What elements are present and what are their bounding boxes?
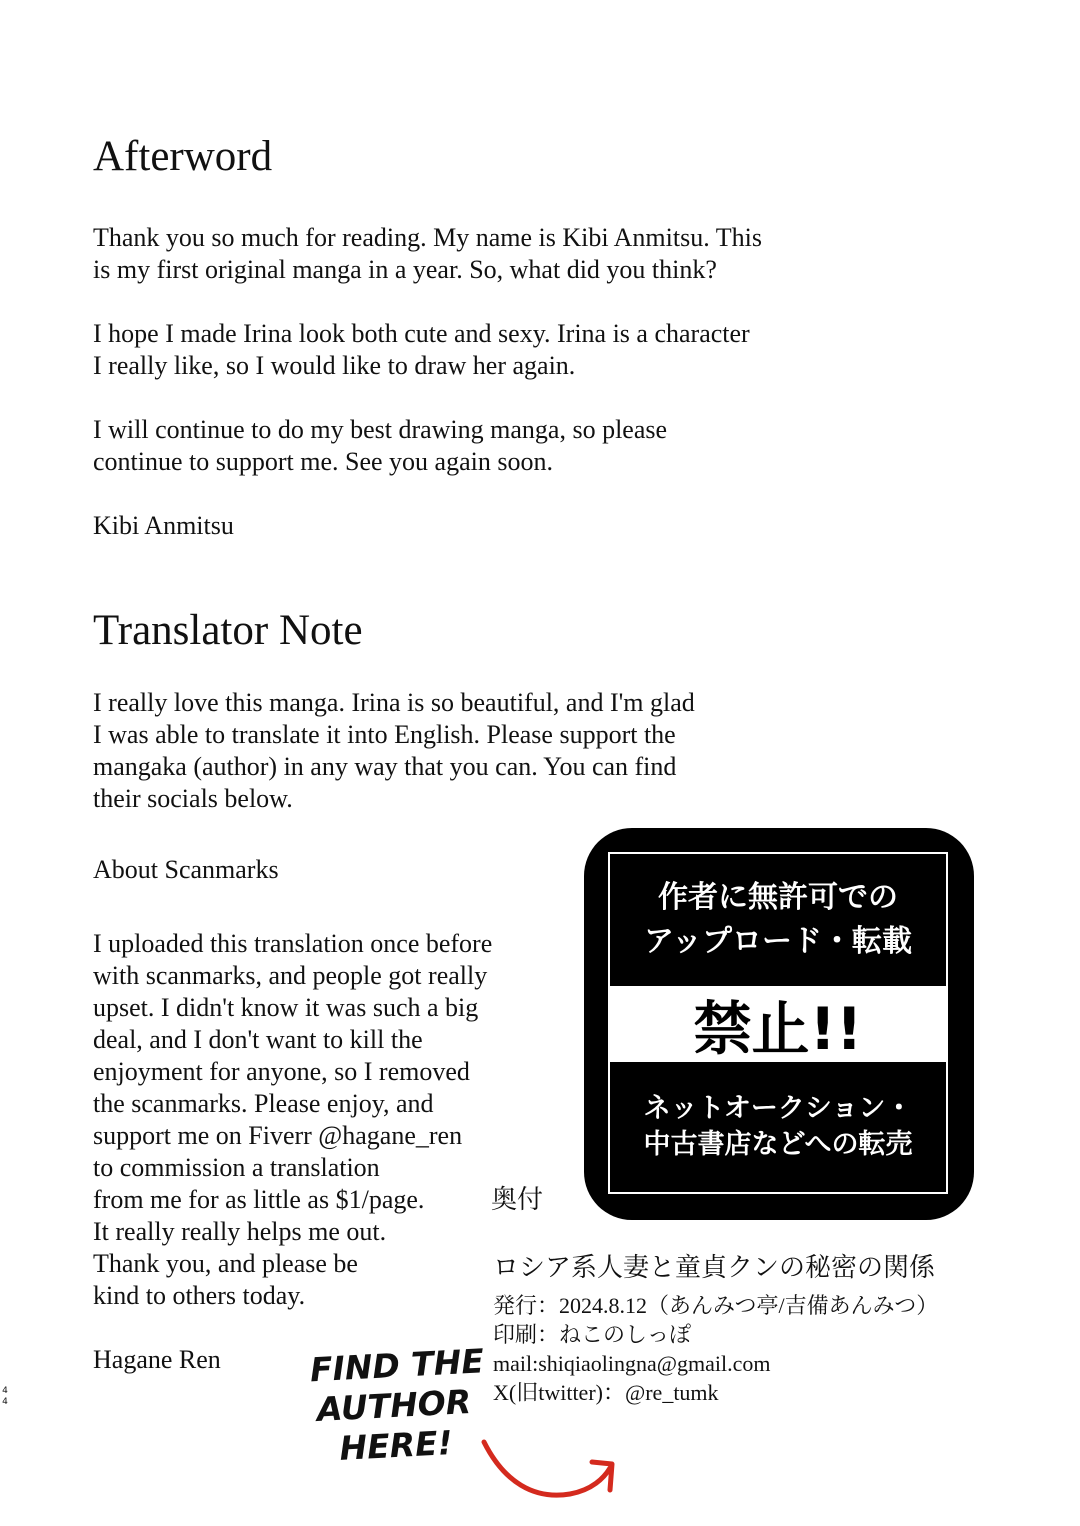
text-line: Thank you so much for reading. My name is Kibi Anmitsu. This [93,223,762,252]
text-line: to commission a translation [93,1153,380,1182]
text-line: deal, and I don't want to kill the [93,1025,423,1054]
page-number [1,1386,9,1408]
colophon-publisher: 発行：2024.8.12（あんみつ亭/吉備あんみつ） [493,1293,939,1318]
translator-signature: Hagane Ren [93,1345,221,1374]
page-number-digit: 4 [2,1397,8,1407]
text-line: the scanmarks. Please enjoy, and [93,1089,434,1118]
translator-note-heading: Translator Note [93,607,363,654]
text-line: Thank you, and please be [93,1249,358,1278]
callout-line: AUTHOR [315,1381,473,1430]
no-reupload-notice [584,828,974,1220]
colophon-title: ロシア系人妻と童貞クンの秘密の関係 [493,1253,936,1282]
notice-top-line: 作者に無許可での [658,880,898,915]
colophon-printer: 印刷：ねこのしっぽ [493,1322,692,1347]
afterword-paragraph-2 [93,318,750,382]
notice-bottom-line: 中古書店などへの転売 [643,1129,913,1160]
notice-bottom-line: ネットオークション・ [643,1093,913,1124]
text-line: It really really helps me out. [93,1217,387,1246]
callout-line: HERE! [338,1423,454,1468]
afterword-heading: Afterword [93,133,273,180]
notice-top-line: アップロード・転載 [644,924,912,959]
text-line: from me for as little as $1/page. [93,1185,425,1214]
text-line: with scanmarks, and people got really [93,961,488,990]
text-line: is my first original manga in a year. So, what did you think? [93,255,717,284]
text-line: I uploaded this translation once before [93,929,493,958]
afterword-signature: Kibi Anmitsu [93,511,234,540]
text-line: enjoyment for anyone, so I removed [93,1057,470,1086]
notice-bottom-text [610,1062,946,1192]
text-line: I hope I made Irina look both cute and sexy. Irina is a character [93,319,750,348]
text-line: upset. I didn't know it was such a big [93,993,479,1022]
text-line: continue to support me. See you again soon. [93,447,553,476]
colophon-label: 奥付 [491,1185,544,1214]
about-scanmarks-heading: About Scanmarks [93,855,279,884]
colophon-email: mail:shiqiaolingna@gmail.com [493,1351,771,1376]
text-line: I really like, so I would like to draw her again. [93,351,576,380]
translator-note-paragraph [93,687,695,815]
text-line: support me on Fiverr @hagane_ren [93,1121,463,1150]
colophon-details [493,1291,938,1407]
afterword-paragraph-1 [93,222,762,286]
page-number-digit: 4 [2,1386,8,1396]
text-line: mangaka (author) in any way that you can. You can find [93,752,677,781]
text-line: kind to others today. [93,1281,306,1310]
curved-arrow-icon [474,1432,624,1508]
colophon-twitter: X(旧twitter)：@re_tumk [493,1380,719,1405]
text-line: I will continue to do my best drawing manga, so please [93,415,668,444]
text-line: their socials below. [93,784,293,813]
notice-frame [608,852,948,1194]
notice-top-text [610,854,946,986]
callout-line: FIND THE [308,1341,485,1390]
afterword-paragraph-3 [93,414,667,478]
find-author-callout [308,1341,485,1470]
text-line: I really love this manga. Irina is so beautiful, and I'm glad [93,688,695,717]
notice-prohibited-band: 禁止!! [610,986,946,1062]
about-scanmarks-paragraph [93,928,492,1312]
text-line: I was able to translate it into English. Please support the [93,720,676,749]
